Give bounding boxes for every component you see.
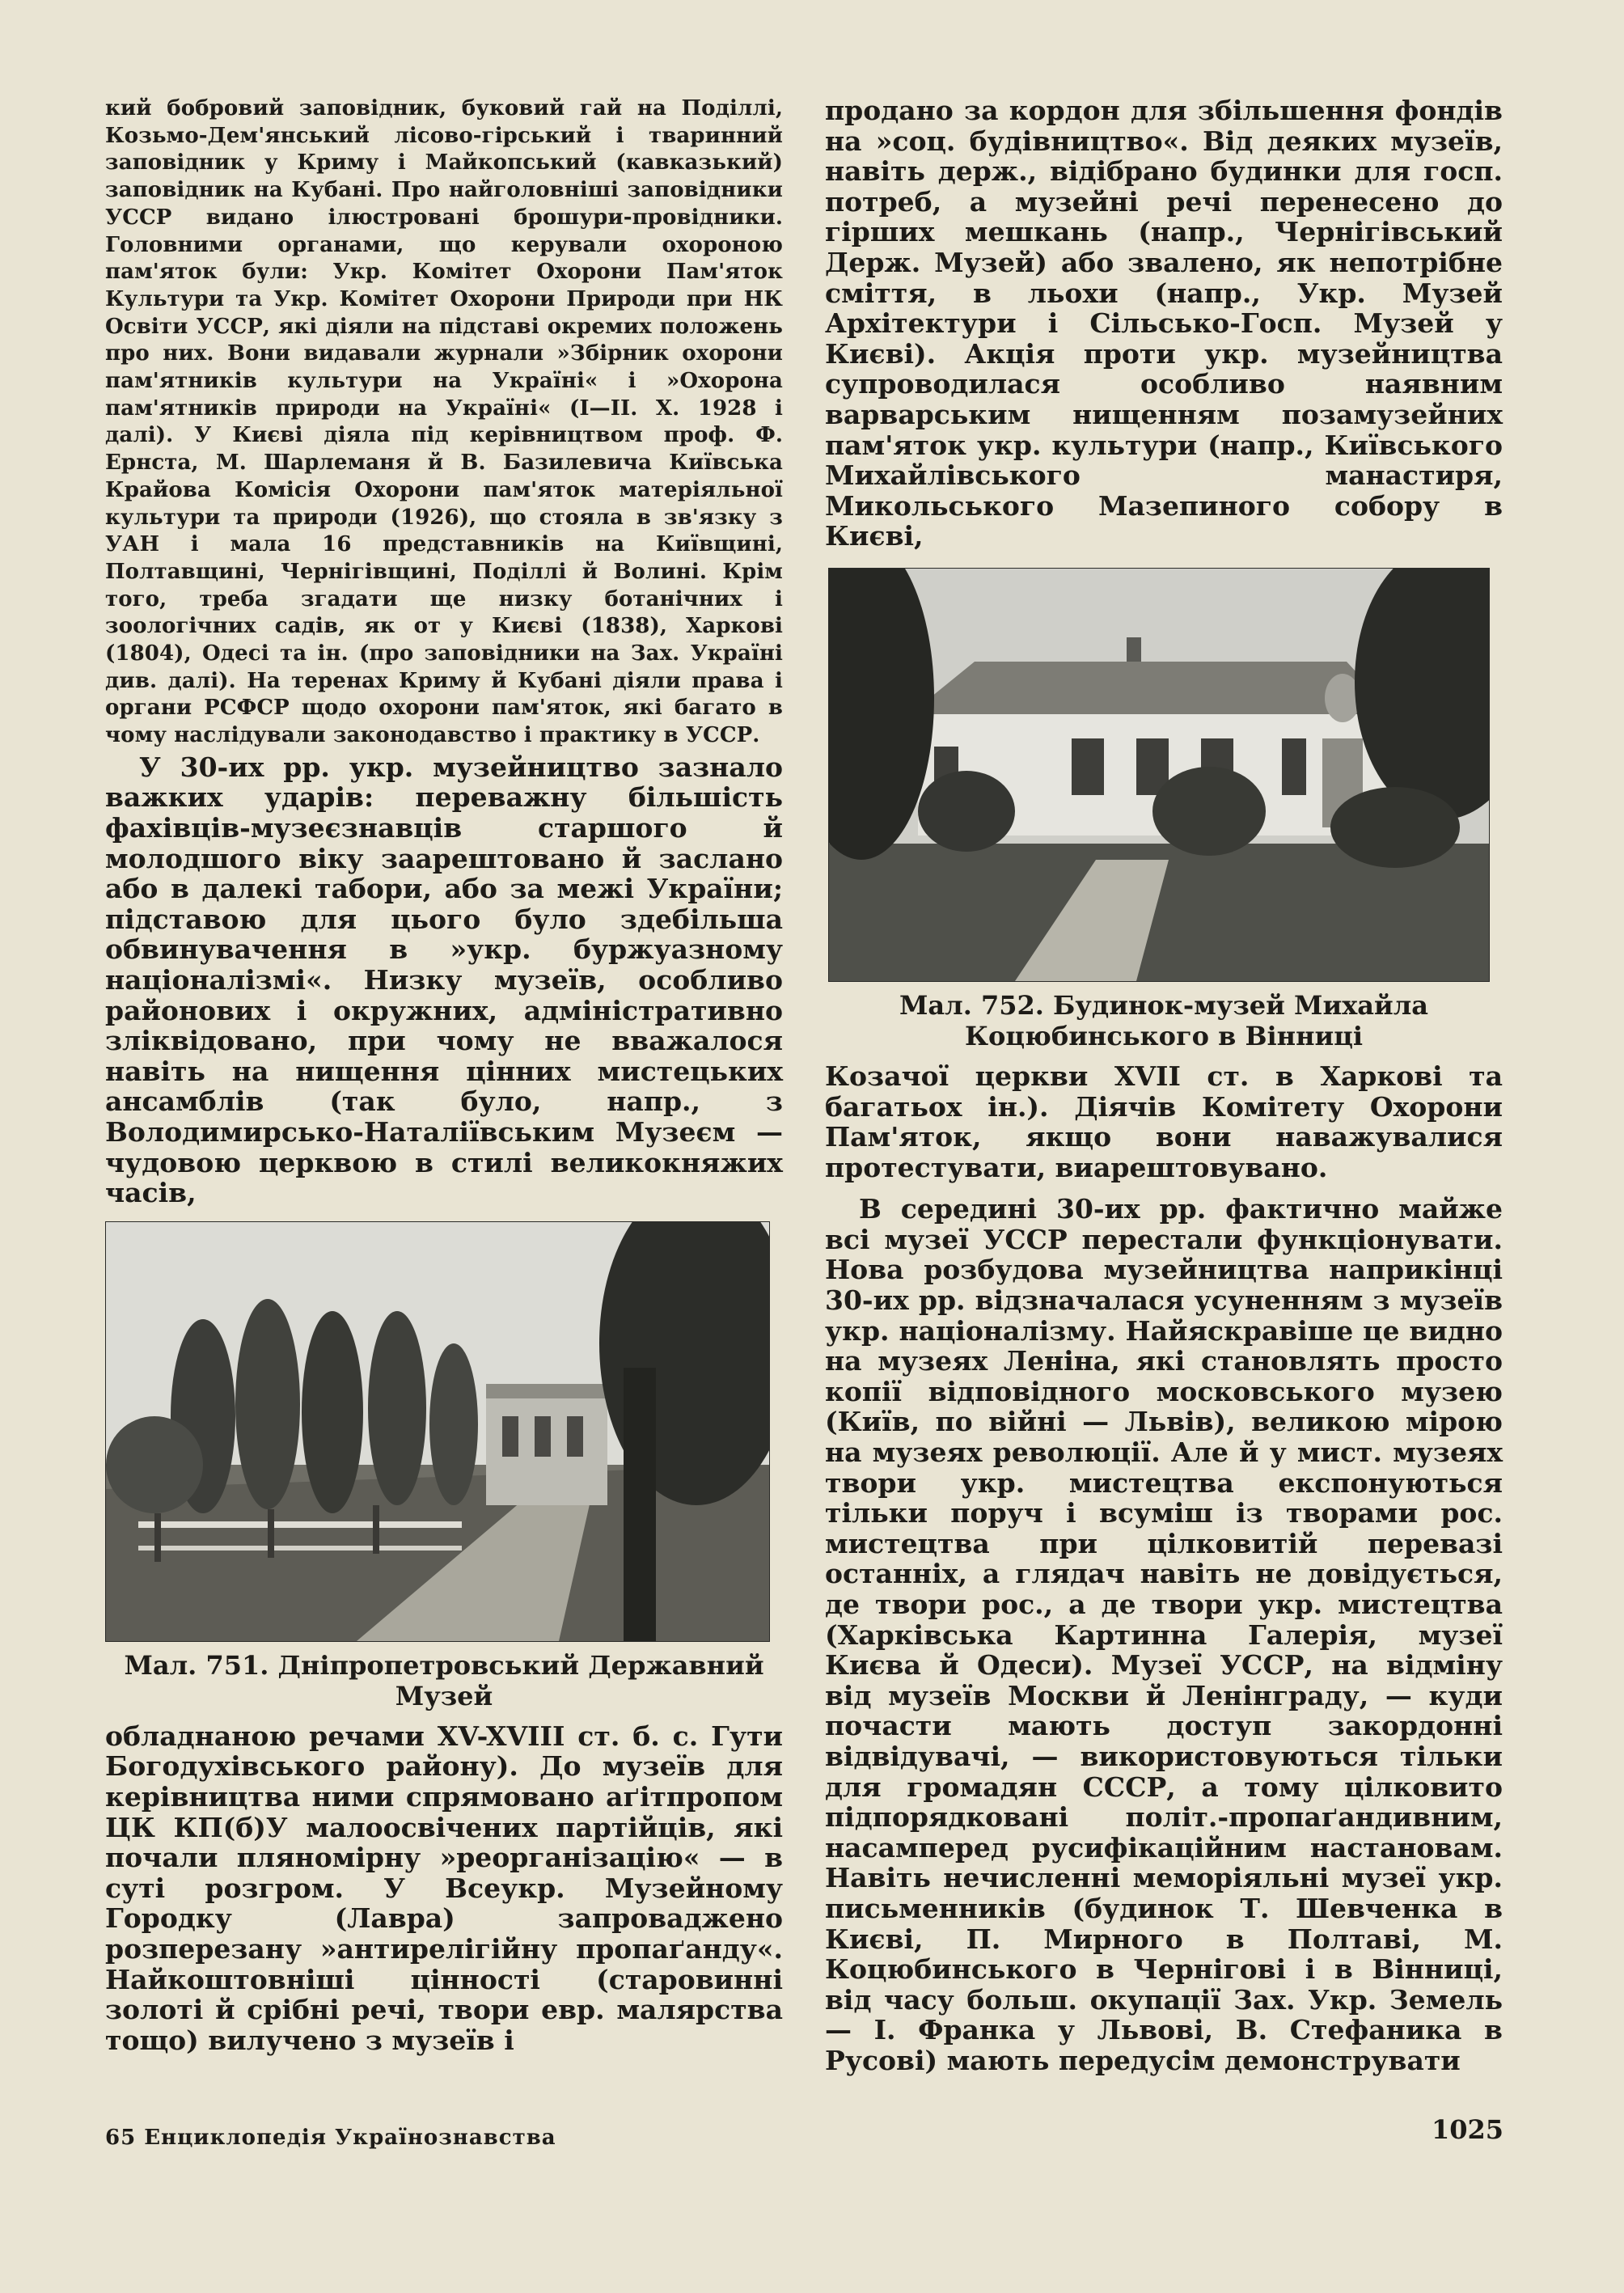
paragraph-sold-abroad: продано за кордон для збільшення фондів на »соц. будівництво«. Від деяких музеїв, навіть держ., відібрано будинки для госп. потреб, а музейні речі перенесено до гірших мешкань (напр., Чернігівський Держ. Музей) або звалено, як непотрібне сміття, в льохи (напр., Укр. Музей Архітектури і Сільсько-Госп. Музей у Києві). Акція проти укр. музейництва супроводилася особливо наявним варварським нищенням позамузейних пам'яток укр. культури (напр., Київського Михайлівського манастиря, Микольського Мазепиного собору в Києві, bbox=[825, 95, 1503, 552]
figure-752-caption: Мал. 752. Будинок-музей Михайла Коцюбинського в Вінниці bbox=[899, 989, 1429, 1051]
photo-kotsiubynsky-house-museum bbox=[828, 568, 1490, 982]
figure-751-caption: Мал. 751. Дніпропетровський Державний Музей bbox=[124, 1649, 764, 1711]
paragraph-reorganization: обладнаною речами XV-XVIII ст. б. с. Гути Богодухівського району). До музеїв для керівництва ними спрямовано аґітпропом ЦК КП(б)У малоосвічених партійців, які почали пляномірну »реорганізацію« — в суті розгром. У Всеукр. Музейному Городку (Лавра) запроваджено розперезану »антирелігійну пропаґанду«. Найкоштовніші цінності (старовинні золоті й срібні речі, твори евр. малярства тощо) вилучено з музеїв і bbox=[105, 1720, 783, 2056]
paragraph-nature-reserves: кий бобровий заповідник, буковий гай на Поділлі, Козьмо-Дем'янський лісово-гірський і тваринний заповідник у Криму і Майкопський (кавказький) заповідник на Кубані. Про найголовніші заповідники УССР видано ілюстровані брошури-провідники. Головними органами, що керували охороною пам'яток були: Укр. Комітет Охорони Пам'яток Культури та Укр. Комітет Охорони Природи при НК Освіти УССР, які діяли на підставі окремих положень про них. Вони видавали журнали »Збірник охорони пам'ятників культури на Україні« і »Охорона пам'ятників природи на Україні« (I—II. X. 1928 і далі). У Києві діяла під керівництвом проф. Ф. Ернста, М. Шарлеманя й В. Базилевича Київська Крайова Комісія Охорони пам'яток матеріяльної культури та природи (1926), що стояла в зв'язку з УАН і мала 16 представників на Київщині, Полтавщині, Чернігівщині, Поділлі й Волині. Крім того, треба згадати ще низку ботанічних і зоологічних садів, як от у Києві (1838), Харкові (1804), Одесі та ін. (про заповідники на Зах. Україні див. далі). На теренах Криму й Кубані діяли права і органи РСФСР щодо охорони пам'яток, які багато в чому наслідували законодавство і практику в УССР. bbox=[105, 96, 783, 748]
footer-signature: 65 Енциклопедія Українознавства bbox=[105, 2126, 556, 2150]
photo-dnipropetrovsk-museum bbox=[105, 1221, 770, 1642]
right-column bbox=[825, 95, 1503, 2076]
paragraph-mid-1930s: В середині 30-их рр. фактично майже всі музеї УССР перестали функціонувати. Нова розбудова музейництва наприкінці 30-их рр. відзначалася усуненням з музеїв укр. націоналізму. Найяскравіше це видно на музеях Леніна, які становлять просто копії відповідного московського музею (Київ, по війні — Львів), великою мірою на музеях революції. Але й у мист. музеях твори укр. мистецтва експонуються тільки поруч і всуміш із творами рос. мистецтва при цілковитій перевазі останніх, а глядач навіть не довідується, де твори рос., а де твори укр. мистецтва (Харківська Картинна Галерія, музеї Києва й Одеси). Музеї УССР, на відміну від музеїв Москви й Ленінграду, — куди почасти мають доступ закордонні відвідувачі, — використовуються тільки для громадян СССР, а тому цілковито підпорядковані політ.-пропаґандивним, насамперед русифікаційним настановам. Навіть нечисленні меморіяльні музеї укр. письменників (будинок Т. Шевченка в Києві, П. Мирного в Полтаві, М. Коцюбинського в Чернігові і в Вінниці, від часу больш. окупації Зах. Укр. Земель — І. Франка у Львові, В. Стефаника в Русові) мають передусім демонструвати bbox=[825, 1193, 1503, 2076]
left-column bbox=[105, 95, 783, 2055]
paragraph-1930s-repression: У 30-их рр. укр. музейництво зазнало важких ударів: переважну більшість фахівців-музеєзнавців старшого й молодшого віку заарештовано й заслано або в далекі табори, або за межі України; підставою для цього було здебільша обвинувачення в »укр. буржуазному націоналізмі«. Низку музеїв, особливо районових і окружних, адміністративно зліквідовано, при чому не вважалося навіть на нищення цінних мистецьких ансамблів (так було, напр., з Володимирсько-Наталіївським Музеєм — чудовою церквою в стилі великокняжих часів, bbox=[105, 751, 783, 1209]
page-number: 1025 bbox=[1432, 2114, 1504, 2145]
paragraph-committee-arrests: Козачої церкви XVII ст. в Харкові та багатьох ін.). Діячів Комітету Охорони Пам'яток, якщо вони наважувалися протестувати, виарештовувано. bbox=[825, 1060, 1503, 1183]
